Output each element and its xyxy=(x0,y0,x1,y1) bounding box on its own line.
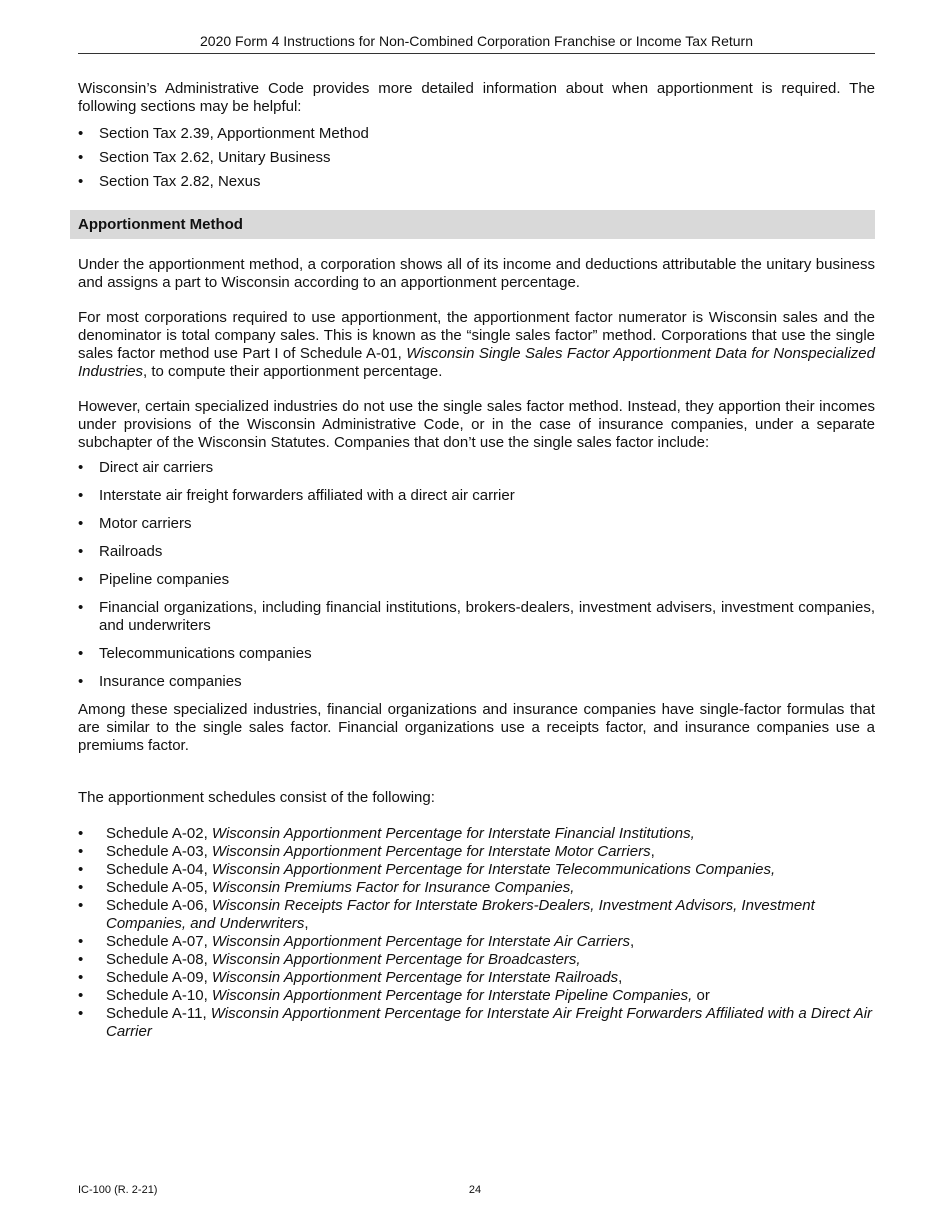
list-item: • Motor carriers xyxy=(78,515,875,533)
schedule-title: Wisconsin Apportionment Percentage for Interstate Railroads xyxy=(211,969,619,986)
schedule-label: Schedule A-11, xyxy=(106,1005,211,1022)
schedule-label: Schedule A-03, xyxy=(106,843,212,860)
paragraph-text: For most corporations required to use apportionment, the apportionment factor numerator is Wisconsin sales and the denominator is total company sales. This is known as the “single sales factor” method. Corporations that use the single sales factor method use Part I of Schedule A-01, xyxy=(78,309,875,362)
intro-paragraph: Wisconsin’s Administrative Code provides more detailed information about when apportionment is required. The following sections may be helpful: xyxy=(78,80,875,115)
page-number: 24 xyxy=(468,1184,482,1196)
form-id: IC-100 (R. 2-21) xyxy=(78,1184,158,1196)
list-item xyxy=(78,843,875,861)
list-item xyxy=(78,969,875,987)
page-header: 2020 Form 4 Instructions for Non-Combined Corporation Franchise or Income Tax Return xyxy=(78,33,875,54)
list-item: • Direct air carriers xyxy=(78,459,875,477)
schedule-title: Wisconsin Apportionment Percentage for Interstate Motor Carriers xyxy=(211,843,651,860)
list-item: • Pipeline companies xyxy=(78,571,875,589)
list-item: • Railroads xyxy=(78,543,875,561)
paragraph-specialized-industries: However, certain specialized industries do not use the single sales factor method. Instead, they apportion their incomes under provisions of the Wisconsin Administrative Code, or in the case of insurance companies, under a separate subchapter of the Wisconsin Statutes. Companies that don’t use the single sales factor include: xyxy=(78,398,875,451)
schedule-title: Wisconsin Receipts Factor for Interstate Brokers-Dealers, Investment Advisors, Investment Companies, and Underwriters xyxy=(106,897,815,932)
list-item xyxy=(78,825,875,843)
code-sections-list xyxy=(78,125,875,191)
list-item: • Section Tax 2.82, Nexus xyxy=(78,173,875,191)
paragraph-single-factor-formulas: Among these specialized industries, financial organizations and insurance companies have single-factor formulas that are similar to the single sales factor. Financial organizations use a receipts factor, and insurance companies use a premiums factor. xyxy=(78,701,875,754)
schedules-list xyxy=(78,825,875,1041)
list-item xyxy=(78,879,875,897)
section-heading: Apportionment Method xyxy=(70,210,875,239)
list-item: • Insurance companies xyxy=(78,673,875,691)
schedule-title: Wisconsin Premiums Factor for Insurance Companies, xyxy=(211,879,575,896)
list-item xyxy=(78,933,875,951)
schedule-suffix: , xyxy=(304,915,309,932)
list-item: • Telecommunications companies xyxy=(78,645,875,663)
list-item xyxy=(78,861,875,879)
list-item: • Financial organizations, including financial institutions, brokers-dealers, investment advisers, investment companies, and underwriters xyxy=(78,599,875,635)
list-item: • Section Tax 2.62, Unitary Business xyxy=(78,149,875,167)
schedule-title: Wisconsin Apportionment Percentage for Interstate Financial Institutions, xyxy=(211,825,695,842)
document-body xyxy=(78,80,875,1041)
schedule-label: Schedule A-02, xyxy=(106,825,212,842)
list-item xyxy=(78,951,875,969)
paragraph-text: , to compute their apportionment percentage. xyxy=(143,363,443,380)
schedule-title: Wisconsin Apportionment Percentage for Interstate Air Freight Forwarders Affiliated with a Direct Air Carrier xyxy=(106,1005,873,1040)
schedule-label: Schedule A-08, xyxy=(106,951,212,968)
list-item: • Section Tax 2.39, Apportionment Method xyxy=(78,125,875,143)
schedule-suffix: or xyxy=(692,987,710,1004)
schedules-intro: The apportionment schedules consist of the following: xyxy=(78,789,435,806)
schedule-suffix: , xyxy=(650,843,655,860)
schedule-label: Schedule A-04, xyxy=(106,861,212,878)
industries-list xyxy=(78,459,875,691)
list-item: • Interstate air freight forwarders affiliated with a direct air carrier xyxy=(78,487,875,505)
list-item xyxy=(78,897,875,933)
schedule-label: Schedule A-05, xyxy=(106,879,212,896)
schedule-label: Schedule A-10, xyxy=(106,987,212,1004)
list-item xyxy=(78,1005,875,1041)
schedule-title: Wisconsin Apportionment Percentage for Broadcasters, xyxy=(211,951,581,968)
schedule-label: Schedule A-07, xyxy=(106,933,212,950)
schedule-label: Schedule A-06, xyxy=(106,897,212,914)
schedule-title: Wisconsin Apportionment Percentage for Interstate Telecommunications Companies, xyxy=(211,861,776,878)
schedule-suffix: , xyxy=(618,969,623,986)
schedule-suffix: , xyxy=(630,933,635,950)
schedule-title: Wisconsin Apportionment Percentage for Interstate Pipeline Companies, xyxy=(211,987,693,1004)
list-item xyxy=(78,987,875,1005)
schedule-label: Schedule A-09, xyxy=(106,969,212,986)
schedule-title: Wisconsin Single Sales Factor Apportionment Data for Nonspecialized Industries xyxy=(78,345,875,380)
schedule-title: Wisconsin Apportionment Percentage for Interstate Air Carriers xyxy=(211,933,631,950)
paragraph-single-sales-factor xyxy=(78,309,875,381)
paragraph-apportionment-method: Under the apportionment method, a corporation shows all of its income and deductions attributable the unitary business and assigns a part to Wisconsin according to an apportionment percentage. xyxy=(78,256,875,291)
